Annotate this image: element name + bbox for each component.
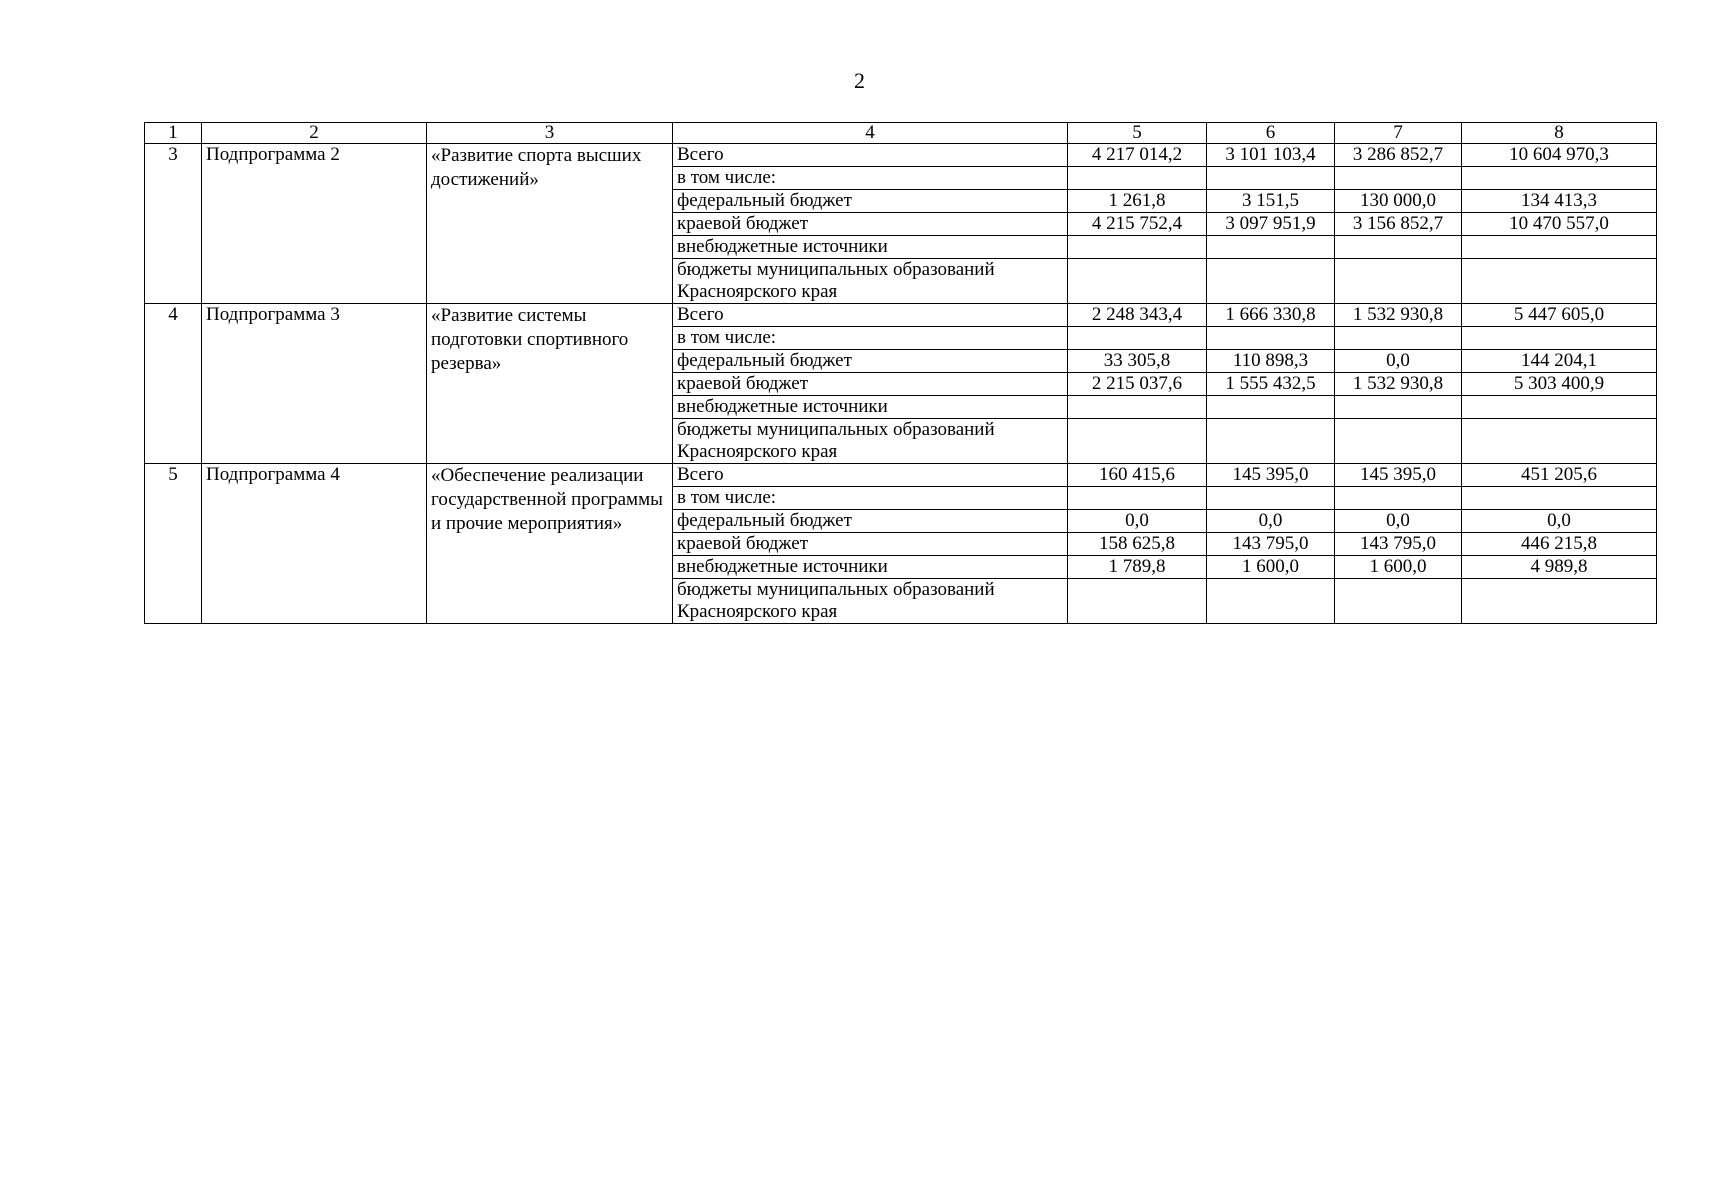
amount-cell-5 — [1068, 487, 1207, 510]
amount-cell-5: 33 305,8 — [1068, 350, 1207, 373]
amount-cell-7: 130 000,0 — [1335, 190, 1462, 213]
amount-cell-5: 158 625,8 — [1068, 533, 1207, 556]
amount-cell-5 — [1068, 236, 1207, 259]
amount-cell-8: 4 989,8 — [1462, 556, 1657, 579]
column-number: 1 — [145, 123, 202, 144]
amount-cell-6: 1 600,0 — [1207, 556, 1335, 579]
table-body — [145, 144, 1657, 624]
amount-cell-8 — [1462, 419, 1657, 464]
page-number: 2 — [854, 68, 865, 93]
amount-cell-5: 1 261,8 — [1068, 190, 1207, 213]
amount-cell-8 — [1462, 259, 1657, 304]
amount-cell-7 — [1335, 259, 1462, 304]
funding-source: краевой бюджет — [673, 213, 1068, 236]
amount-cell-6 — [1207, 396, 1335, 419]
amount-cell-5: 0,0 — [1068, 510, 1207, 533]
table-row — [145, 144, 1657, 167]
column-number-row — [145, 123, 1657, 144]
amount-cell-6: 145 395,0 — [1207, 464, 1335, 487]
amount-cell-7 — [1335, 396, 1462, 419]
funding-source: федеральный бюджет — [673, 350, 1068, 373]
column-number: 3 — [427, 123, 673, 144]
funding-source: бюджеты муниципальных образований Красноярского края — [673, 579, 1068, 624]
amount-cell-8 — [1462, 327, 1657, 350]
amount-cell-7: 145 395,0 — [1335, 464, 1462, 487]
amount-cell-8 — [1462, 396, 1657, 419]
amount-cell-6: 3 101 103,4 — [1207, 144, 1335, 167]
amount-cell-5 — [1068, 579, 1207, 624]
amount-cell-5 — [1068, 419, 1207, 464]
amount-cell-7: 143 795,0 — [1335, 533, 1462, 556]
column-number: 7 — [1335, 123, 1462, 144]
column-number: 5 — [1068, 123, 1207, 144]
funding-source: внебюджетные источники — [673, 556, 1068, 579]
amount-cell-6: 3 151,5 — [1207, 190, 1335, 213]
amount-cell-8 — [1462, 167, 1657, 190]
amount-cell-7 — [1335, 579, 1462, 624]
amount-cell-6: 143 795,0 — [1207, 533, 1335, 556]
funding-source: внебюджетные источники — [673, 396, 1068, 419]
row-number: 5 — [145, 464, 202, 624]
amount-cell-8: 0,0 — [1462, 510, 1657, 533]
column-number: 4 — [673, 123, 1068, 144]
amount-cell-5: 4 215 752,4 — [1068, 213, 1207, 236]
amount-cell-5 — [1068, 327, 1207, 350]
funding-source: Всего — [673, 144, 1068, 167]
amount-cell-6 — [1207, 167, 1335, 190]
column-number: 2 — [202, 123, 427, 144]
funding-source: в том числе: — [673, 487, 1068, 510]
amount-cell-8 — [1462, 579, 1657, 624]
funding-source: Всего — [673, 464, 1068, 487]
subprogram-name: «Развитие спорта высших достижений» — [427, 144, 673, 304]
column-number: 6 — [1207, 123, 1335, 144]
amount-cell-5 — [1068, 167, 1207, 190]
funding-source: федеральный бюджет — [673, 190, 1068, 213]
funding-source: бюджеты муниципальных образований Красноярского края — [673, 419, 1068, 464]
amount-cell-5: 4 217 014,2 — [1068, 144, 1207, 167]
funding-source: краевой бюджет — [673, 373, 1068, 396]
amount-cell-6 — [1207, 579, 1335, 624]
amount-cell-6: 110 898,3 — [1207, 350, 1335, 373]
amount-cell-7: 3 286 852,7 — [1335, 144, 1462, 167]
subprogram-name: «Развитие системы подготовки спортивного резерва» — [427, 304, 673, 464]
funding-source: внебюджетные источники — [673, 236, 1068, 259]
amount-cell-7: 3 156 852,7 — [1335, 213, 1462, 236]
row-number: 4 — [145, 304, 202, 464]
amount-cell-8: 10 470 557,0 — [1462, 213, 1657, 236]
amount-cell-7 — [1335, 236, 1462, 259]
amount-cell-5: 160 415,6 — [1068, 464, 1207, 487]
subprogram-label: Подпрограмма 2 — [202, 144, 427, 304]
amount-cell-7: 1 532 930,8 — [1335, 373, 1462, 396]
amount-cell-7 — [1335, 487, 1462, 510]
amount-cell-6: 1 555 432,5 — [1207, 373, 1335, 396]
subprogram-label: Подпрограмма 3 — [202, 304, 427, 464]
amount-cell-5: 1 789,8 — [1068, 556, 1207, 579]
amount-cell-6: 0,0 — [1207, 510, 1335, 533]
amount-cell-8 — [1462, 236, 1657, 259]
amount-cell-8: 144 204,1 — [1462, 350, 1657, 373]
amount-cell-7 — [1335, 419, 1462, 464]
funding-source: в том числе: — [673, 167, 1068, 190]
amount-cell-8 — [1462, 487, 1657, 510]
row-number: 3 — [145, 144, 202, 304]
amount-cell-8: 451 205,6 — [1462, 464, 1657, 487]
column-number: 8 — [1462, 123, 1657, 144]
funding-source: федеральный бюджет — [673, 510, 1068, 533]
amount-cell-5 — [1068, 259, 1207, 304]
funding-source: Всего — [673, 304, 1068, 327]
amount-cell-8: 446 215,8 — [1462, 533, 1657, 556]
funding-source: в том числе: — [673, 327, 1068, 350]
subprogram-name: «Обеспечение реализации государственной программы и прочие мероприятия» — [427, 464, 673, 624]
amount-cell-6: 3 097 951,9 — [1207, 213, 1335, 236]
amount-cell-5 — [1068, 396, 1207, 419]
funding-source: бюджеты муниципальных образований Красноярского края — [673, 259, 1068, 304]
amount-cell-7 — [1335, 167, 1462, 190]
table-row — [145, 464, 1657, 487]
amount-cell-6: 1 666 330,8 — [1207, 304, 1335, 327]
amount-cell-6 — [1207, 419, 1335, 464]
amount-cell-7: 1 532 930,8 — [1335, 304, 1462, 327]
funding-source: краевой бюджет — [673, 533, 1068, 556]
amount-cell-6 — [1207, 259, 1335, 304]
table-row — [145, 304, 1657, 327]
amount-cell-8: 134 413,3 — [1462, 190, 1657, 213]
budget-table — [144, 122, 1657, 624]
subprogram-label: Подпрограмма 4 — [202, 464, 427, 624]
amount-cell-7 — [1335, 327, 1462, 350]
amount-cell-8: 5 303 400,9 — [1462, 373, 1657, 396]
amount-cell-6 — [1207, 236, 1335, 259]
amount-cell-6 — [1207, 327, 1335, 350]
amount-cell-5: 2 215 037,6 — [1068, 373, 1207, 396]
amount-cell-5: 2 248 343,4 — [1068, 304, 1207, 327]
amount-cell-6 — [1207, 487, 1335, 510]
amount-cell-8: 5 447 605,0 — [1462, 304, 1657, 327]
amount-cell-7: 1 600,0 — [1335, 556, 1462, 579]
amount-cell-7: 0,0 — [1335, 510, 1462, 533]
amount-cell-7: 0,0 — [1335, 350, 1462, 373]
amount-cell-8: 10 604 970,3 — [1462, 144, 1657, 167]
